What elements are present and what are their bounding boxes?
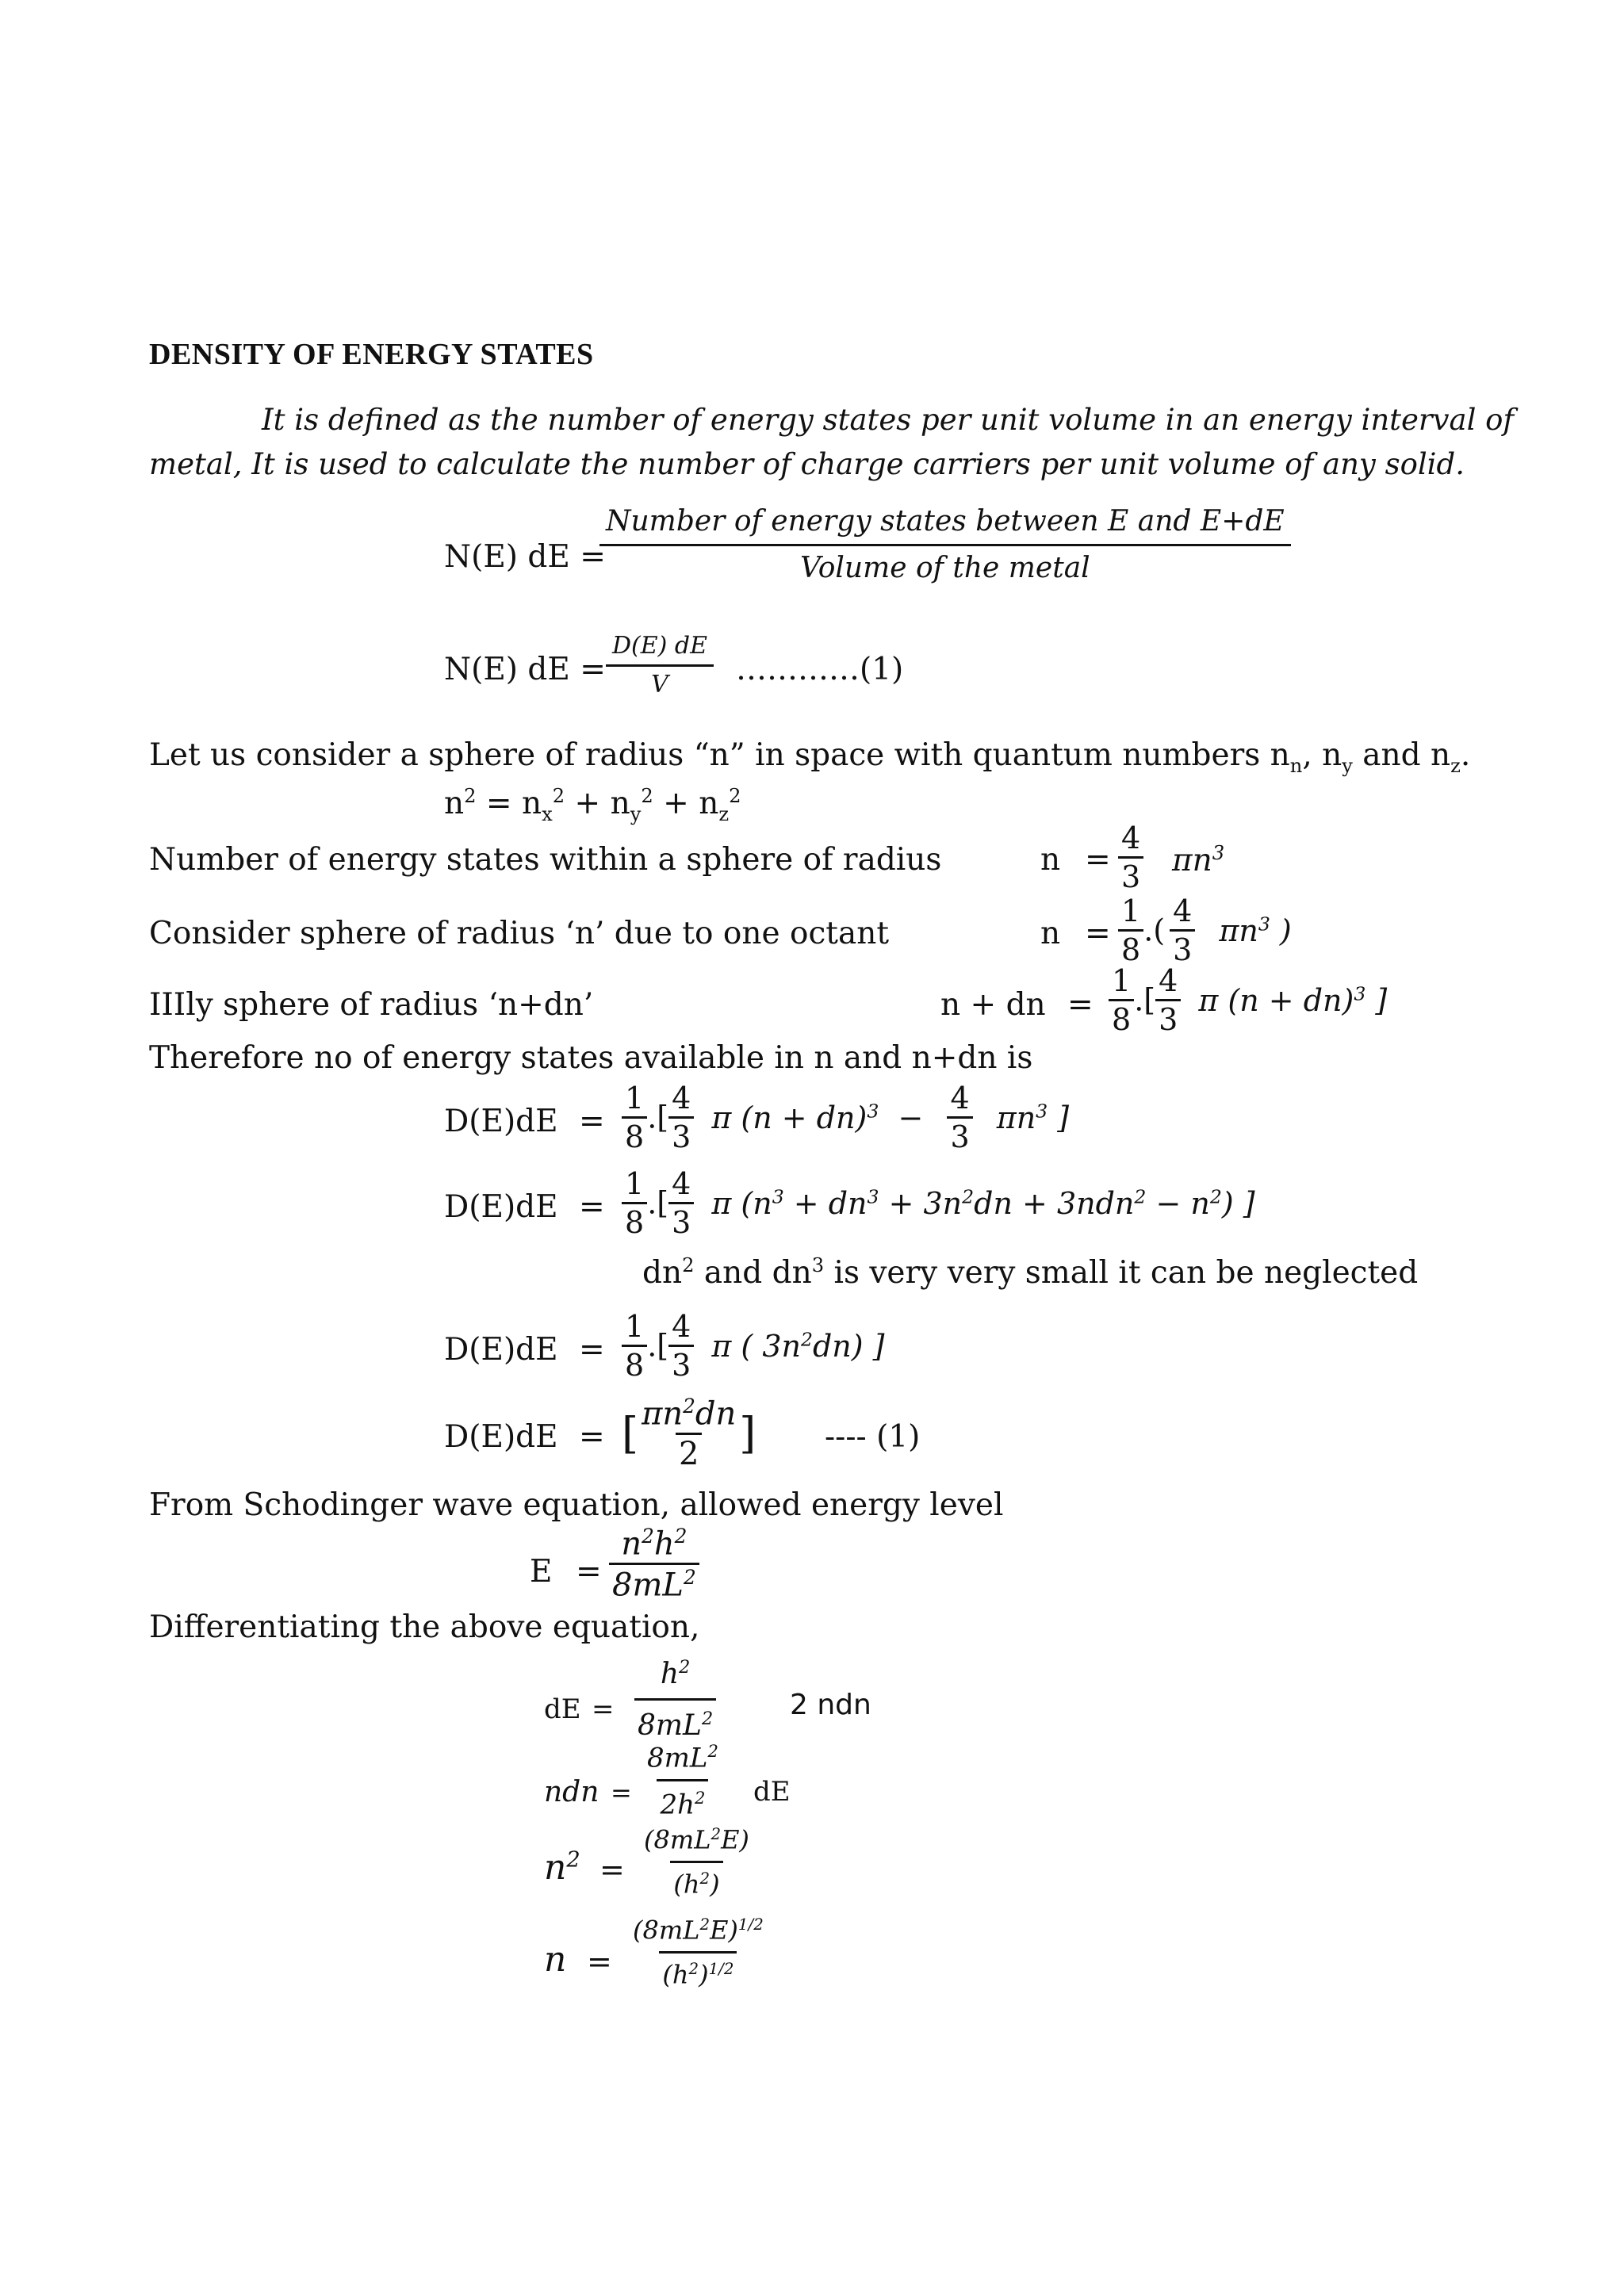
frac-num: 4 xyxy=(672,1166,691,1201)
states-eq: = xyxy=(1085,842,1111,878)
neglect-and: and dn xyxy=(703,1255,812,1291)
ndn-dE: dE xyxy=(753,1776,791,1808)
ns-sq4: 2 xyxy=(729,785,741,807)
de-lhs-1: D(E)dE xyxy=(444,1104,558,1139)
frac-den: 8 xyxy=(622,1116,647,1152)
frac-num: 4 xyxy=(672,1309,691,1344)
de-eq-2: = xyxy=(579,1189,605,1225)
frac-num: 1 xyxy=(625,1309,645,1344)
ns-a: n xyxy=(444,786,465,821)
therefore-text: Therefore no of energy states available in n and n+dn is xyxy=(149,1040,1033,1076)
frac-den: 3 xyxy=(1118,856,1143,892)
de-expr-3: $\frac{1}{8}$ .[ $\frac{4}{3}$ π ( $3n^2dn$) ] xyxy=(622,1311,885,1380)
dn: dn xyxy=(642,1255,683,1291)
ns-sq3: 2 xyxy=(641,785,653,807)
ndn-lhs: ndn xyxy=(544,1776,599,1808)
frac-den: 8 xyxy=(1118,929,1143,965)
sub-y: y xyxy=(1342,754,1353,777)
sq: 2 xyxy=(566,1847,580,1873)
eq2-numerator: D(E) dE xyxy=(612,632,707,660)
frac-den: 3 xyxy=(947,1116,972,1152)
de-eq-3: = xyxy=(579,1332,605,1368)
ns-b: = n xyxy=(476,786,542,821)
illy-eq: = xyxy=(1067,987,1094,1023)
neglect-note xyxy=(642,1254,1418,1291)
frac-den: 8 xyxy=(622,1202,647,1238)
frac-den: 2 xyxy=(676,1433,702,1470)
sphere-mid1: , n xyxy=(1302,737,1342,773)
frac-num: 1 xyxy=(625,1081,645,1115)
states-frac xyxy=(1118,823,1143,892)
frac-num: 4 xyxy=(672,1081,691,1115)
de-eq-4: = xyxy=(579,1419,605,1455)
n-eq: = xyxy=(587,1944,612,1979)
diff-text: Differentiating the above equation, xyxy=(149,1609,700,1645)
cube: 3 xyxy=(1212,842,1225,864)
frac-den: 3 xyxy=(668,1345,694,1380)
ns-z: z xyxy=(718,802,730,825)
illy-expr: $\frac{1}{8}$ .[ $\frac{4}{3}$ π (n + dn)$^3$ ] xyxy=(1109,966,1387,1035)
eq2-fraction xyxy=(609,634,710,697)
de-lhs-2: D(E)dE xyxy=(444,1189,558,1225)
ns-y: y xyxy=(630,802,642,825)
de-eq: = xyxy=(592,1693,615,1725)
energy-frac: $\frac{n^2h^2}{8mL^2}$ xyxy=(609,1527,699,1601)
ndn-eq: = xyxy=(611,1777,632,1808)
frac-num: 1 xyxy=(1112,963,1132,998)
eq1-lhs: N(E) dE = xyxy=(444,539,606,575)
de-tag: ---- (1) xyxy=(825,1419,921,1455)
de-lhs-4: D(E)dE xyxy=(444,1419,558,1455)
octant-expr: $\frac{1}{8}$ .( $\frac{4}{3}$ $\pi n^3$ ) xyxy=(1118,896,1292,965)
de-expr-2: $\frac{1}{8}$ .[ $\frac{4}{3}$ π $(n^3 + dn^3 + 3n^2dn + 3ndn^2 - n^2)$ ] xyxy=(622,1169,1255,1238)
illy-lhs: n + dn xyxy=(940,987,1046,1023)
cube: 3 xyxy=(1258,913,1270,936)
sub-z: z xyxy=(1450,754,1461,777)
n-frac: $\frac{(8mL^2E)^{1/2}}{(h^2)^{1/2}}$ xyxy=(633,1915,764,1990)
states-text: Number of energy states within a sphere of radius xyxy=(149,842,942,878)
de-lhs: dE xyxy=(544,1693,581,1725)
eq1-denominator: Volume of the metal xyxy=(599,544,1291,583)
frac-den: 3 xyxy=(668,1202,694,1238)
frac-num: 4 xyxy=(1159,963,1178,998)
energy-eq: = xyxy=(576,1554,602,1590)
ns-x: x xyxy=(542,802,553,825)
sphere-text: Let us consider a sphere of radius “n” in space with quantum numbers n xyxy=(149,737,1290,773)
eq2-tag: …………(1) xyxy=(736,652,904,687)
octant-n: n xyxy=(1040,916,1061,951)
n: n xyxy=(544,1847,567,1888)
pi-n: πn xyxy=(1219,913,1258,948)
intro-line-1: It is defined as the number of energy states per unit volume in an energy interval of xyxy=(262,403,1515,437)
frac-den: 8 xyxy=(622,1345,647,1380)
n2-frac: $\frac{(8mL^2E)}{(h^2)}$ xyxy=(644,1824,749,1900)
ns-f: + n xyxy=(653,786,719,821)
frac-num: 4 xyxy=(1173,894,1193,928)
sq: 2 xyxy=(682,1254,695,1276)
frac-num: 1 xyxy=(625,1166,645,1201)
states-n: n xyxy=(1040,842,1061,878)
frac-den: 3 xyxy=(668,1116,694,1152)
frac-num: 4 xyxy=(1121,821,1141,855)
frac-den: 3 xyxy=(1155,999,1181,1035)
sub-n: n xyxy=(1289,754,1303,777)
eq2-lhs: N(E) dE = xyxy=(444,652,606,687)
octant-eq: = xyxy=(1085,916,1111,951)
ns-d: + n xyxy=(565,786,630,821)
n2-eq: = xyxy=(599,1852,625,1887)
page-title: DENSITY OF ENERGY STATES xyxy=(149,338,594,371)
frac-num: 4 xyxy=(950,1081,970,1115)
de-eq-1: = xyxy=(579,1104,605,1139)
frac-den: 8 xyxy=(1109,999,1134,1035)
de-lhs-3: D(E)dE xyxy=(444,1332,558,1368)
ndn-frac: $\frac{8mL^2}{2h^2}$ xyxy=(647,1741,718,1821)
sphere-mid2: and n xyxy=(1352,737,1451,773)
ns-sq1: 2 xyxy=(464,785,477,807)
frac-num: 1 xyxy=(1121,894,1141,928)
two-ndn: 2 ndn xyxy=(790,1689,871,1721)
de-expr-1: $\frac{1}{8}$ .[ $\frac{4}{3}$ π (n + dn)$^3$ − $\frac{4}{3}$ $\pi n^3$ ] xyxy=(622,1083,1069,1152)
n-lhs: n xyxy=(544,1939,567,1980)
pi-n: πn xyxy=(1172,843,1212,878)
octant-text: Consider sphere of radius ‘n’ due to one octant xyxy=(149,916,890,951)
neglect-rest: is very very small it can be neglected xyxy=(833,1255,1419,1291)
ns-sq2: 2 xyxy=(552,785,565,807)
eq1-numerator: Number of energy states between E and E+dE xyxy=(606,505,1285,538)
states-pi xyxy=(1172,842,1224,878)
energy-lhs: E xyxy=(530,1554,553,1590)
n2-lhs xyxy=(544,1847,580,1888)
n-squared-eq xyxy=(444,785,741,825)
intro-line-2: metal, It is used to calculate the number of charge carriers per unit volume of any solid. xyxy=(149,447,1465,481)
eq1-fraction xyxy=(603,507,1288,583)
de-frac: $\frac{h^2}{8mL^2}$ xyxy=(634,1659,716,1740)
sphere-end: . xyxy=(1460,737,1471,773)
de-expr-4: [ $\frac{\pi n^2dn}{2}$ ] xyxy=(622,1395,756,1473)
illy-text: IIIly sphere of radius ‘n+dn’ xyxy=(149,987,594,1023)
eq2-denominator: V xyxy=(606,664,714,697)
schrodinger-text: From Schodinger wave equation, allowed energy level xyxy=(149,1487,1004,1523)
sphere-line xyxy=(149,737,1470,777)
cube: 3 xyxy=(811,1254,825,1276)
cube: 3 xyxy=(1354,982,1366,1005)
frac-den: 3 xyxy=(1170,929,1195,965)
